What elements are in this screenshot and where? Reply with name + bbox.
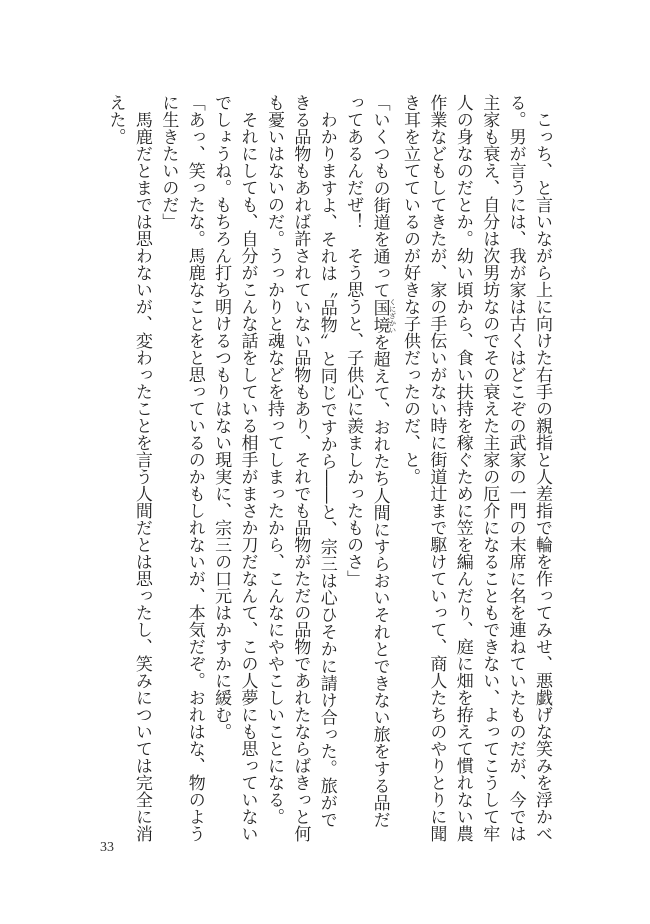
text-line: こっち、と言いながら上に向けた右手の親指と人差指で輪を作ってみせ、悪戯げな笑みを浮かべ <box>532 111 552 842</box>
text-line: に生きたいのだ」 <box>158 94 179 230</box>
text-line: 主家も衰え、自分は次男坊なのでその衰えた主家の厄介になることもできない、よってこうして牢 <box>479 94 500 842</box>
text-line: でしょうね。もちろん打ち明けるつもりはない現実に、宗三の口元はかすかに緩む。 <box>211 94 232 740</box>
text-line: それにしても、自分がこんな話をしている相手がまさか刀だなんて、この人夢にも思っていない <box>237 111 258 842</box>
text-segment: を超えて、おれたち人間にすらおいそれとできない旅をする品だ <box>369 333 390 829</box>
text-line: き耳を立てているのが好きな子供だったのだ、と。 <box>399 94 420 485</box>
text-line: る。男が言うには、我が家は古くはどこぞの武家の一門の末席に名を連ねていたものだが、今では <box>505 94 526 842</box>
ruby-reading: くにざかい <box>388 298 397 334</box>
vertical-body-text <box>102 94 555 842</box>
text-line: 作業などもしてきたが、家の手伝いがない時に街道辻まで駆けていって、商人たちのやりとりに聞 <box>426 94 447 842</box>
page-number: 33 <box>100 840 114 855</box>
text-line: 「あっ、笑ったな。馬鹿なことをと思っているのかもしれないが、本気だぞ。おれはな、物のよう <box>184 94 205 842</box>
text-line: えた。 <box>105 94 126 145</box>
text-line <box>366 94 396 828</box>
text-line: 馬鹿だとまでは思わないが、変わったことを言う人間だとは思ったし、笑みについては完全に消 <box>131 111 152 842</box>
text-segment: 「いくつもの街道を通って <box>369 94 390 299</box>
text-line: 人の身なのだとか。幼い頃から、食い扶持を稼ぐために笠を編んだり、庭に畑を拵えて慣れない農 <box>452 94 473 842</box>
text-line: も憂いはないのだ。うっかりと魂などを持ってしまったから、こんなにややこしいことになる。 <box>263 94 284 825</box>
text-line: ってあるんだぜ！ そう思うと、子供心に羨ましかったものさ」 <box>343 94 364 587</box>
ruby-base: 国境 <box>369 298 390 334</box>
ruby-word <box>369 298 397 334</box>
text-line: わかりますよ、それは〝品物〟と同じですから――と、宗三は心ひそかに請け合った。旅がで <box>316 111 337 829</box>
text-line: きる品物もあれば許されていない品物もあり、それでも品物がただの品物であれたならばきっと何 <box>290 94 311 842</box>
